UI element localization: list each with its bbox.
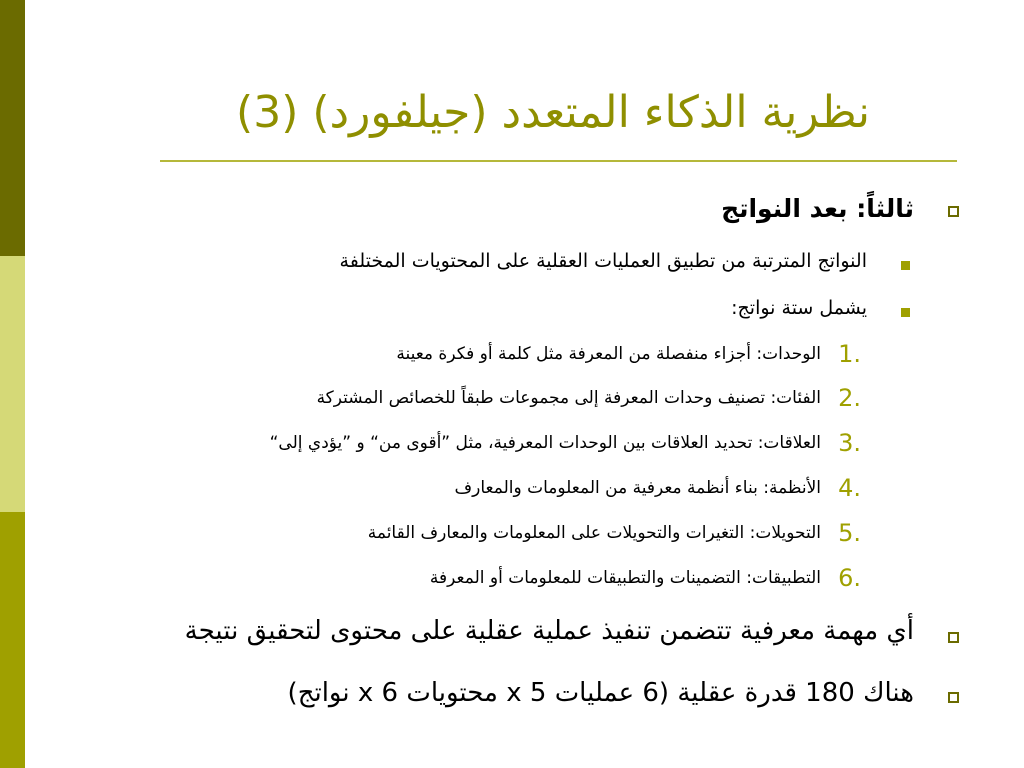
heading-text: ثالثاً: بعد النواتج bbox=[721, 194, 914, 223]
numbered-item bbox=[0, 474, 1024, 508]
item-text: التطبيقات: التضمينات والتطبيقات للمعلومات أو المعرفة bbox=[429, 568, 821, 588]
numbered-item bbox=[0, 519, 1024, 553]
item-number: 1. bbox=[838, 340, 861, 368]
sub-item bbox=[0, 297, 1024, 327]
item-text: الوحدات: أجزاء منفصلة من المعرفة مثل كلمة أو فكرة معينة bbox=[396, 344, 821, 364]
item-text: العلاقات: تحديد العلاقات بين الوحدات المعرفية، مثل ”أقوى من“ و ”يؤدي إلى“ bbox=[269, 433, 821, 453]
item-number: 4. bbox=[838, 474, 861, 502]
main-bullet-item bbox=[0, 614, 1024, 654]
main-bullet-item bbox=[0, 676, 1024, 716]
item-text: التحويلات: التغيرات والتحويلات على المعلومات والمعارف القائمة bbox=[367, 523, 821, 543]
hollow-square-bullet-icon bbox=[948, 206, 959, 217]
hollow-square-bullet-icon bbox=[948, 692, 959, 703]
numbered-item bbox=[0, 340, 1024, 374]
item-number: 3. bbox=[838, 429, 861, 457]
numbered-item bbox=[0, 384, 1024, 418]
numbered-item bbox=[0, 429, 1024, 463]
bullet-text: أي مهمة معرفية تتضمن تنفيذ عملية عقلية على محتوى لتحقيق نتيجة bbox=[184, 616, 914, 646]
item-text: الأنظمة: بناء أنظمة معرفية من المعلومات والمعارف bbox=[454, 478, 821, 498]
item-number: 6. bbox=[838, 564, 861, 592]
title-divider bbox=[160, 160, 957, 162]
sub-item-text: يشمل ستة نواتج: bbox=[731, 297, 867, 319]
square-bullet-icon bbox=[901, 261, 910, 270]
slide-title: نظرية الذكاء المتعدد (جيلفورد) (3) bbox=[236, 87, 870, 138]
square-bullet-icon bbox=[901, 308, 910, 317]
heading-item bbox=[0, 192, 1024, 232]
item-text: الفئات: تصنيف وحدات المعرفة إلى مجموعات طبقاً للخصائص المشتركة bbox=[316, 388, 821, 408]
sub-item bbox=[0, 250, 1024, 280]
item-number: 5. bbox=[838, 519, 861, 547]
sub-item-text: النواتج المترتبة من تطبيق العمليات العقلية على المحتويات المختلفة bbox=[339, 250, 867, 272]
numbered-item bbox=[0, 564, 1024, 598]
hollow-square-bullet-icon bbox=[948, 632, 959, 643]
item-number: 2. bbox=[838, 384, 861, 412]
bullet-text: هناك 180 قدرة عقلية (6 عمليات x 5 محتويات x 6 نواتج) bbox=[287, 678, 914, 708]
